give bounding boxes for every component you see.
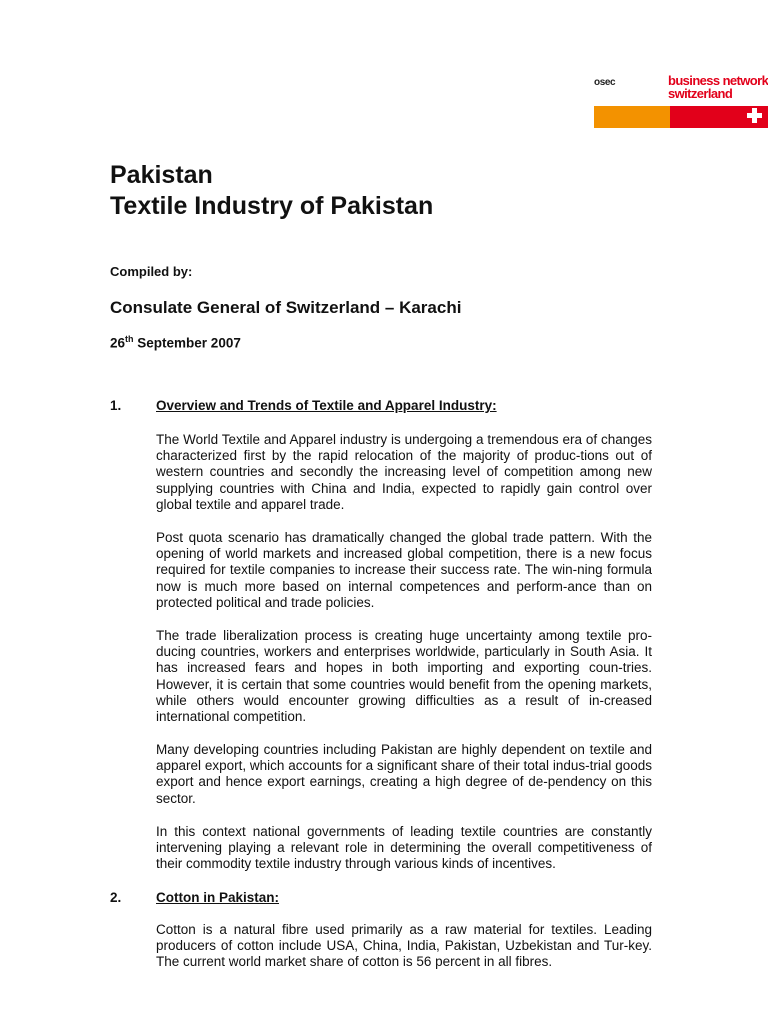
section-1-number: 1. [110,398,122,413]
section-1-heading: Overview and Trends of Textile and Apparel Industry: [156,398,497,413]
business-network-label [668,74,768,100]
swiss-cross-icon-horizontal [747,113,762,118]
compiled-by-label: Compiled by: [110,264,193,279]
osec-label: osec [594,77,616,88]
section-2-paragraph: Cotton is a natural fibre used primarily as a raw material for textiles. Leading producers of cotton include USA, China, India, Pakistan, Uzbekistan and Tur-key. The current world market share of cotton is 56 percent in all fibres. [156,922,652,970]
section-2-heading: Cotton in Pakistan: [156,890,280,905]
business-network-line2: switzerland [668,86,733,101]
date-day: 26 [110,335,126,351]
section-1-paragraph: In this context national governments of leading textile countries are constantly intervening playing a relevant role in determining the overall competitiveness of their commodity textile industry through various kinds of incentives. [156,824,652,872]
date-suffix: th [125,334,134,344]
logo-orange-bar [594,106,670,128]
osec-logo [594,74,768,128]
document-title [110,160,433,222]
title-subject: Textile Industry of Pakistan [110,192,434,220]
business-network-line1: business network [668,73,768,88]
section-1-paragraph: The trade liberalization process is creating huge uncertainty among textile pro-ducing countries, workers and enterprises worldwide, particularly in South Asia. It has increased fears and hopes in both importing and exporting coun-tries. However, it is certain that some countries would benefit from the opening markets, while others would encounter growing difficulties as a result of in-creased international competition. [156,628,652,725]
section-2-number: 2. [110,890,122,905]
title-country: Pakistan [110,161,213,189]
section-1-paragraph: Post quota scenario has dramatically changed the global trade pattern. With the opening of world markets and increased global competition, there is a new focus required for textile companies to increase their success rate. The win-ning formula now is much more based on internal competences and perform-ance than on protected political and trade policies. [156,530,652,610]
date-rest: September 2007 [133,335,241,351]
section-1-paragraph: The World Textile and Apparel industry is undergoing a tremendous era of changes characterized first by the rapid relocation of the majority of produc-tions out of western countries and secondly the increasing level of competition among new supplying countries with China and India, expected to rapidly gain control over global textile and apparel trade. [156,432,652,512]
document-date [110,334,241,351]
section-1-paragraph: Many developing countries including Pakistan are highly dependent on textile and apparel export, which accounts for a significant share of their total indus-trial goods export and hence export earnings, creating a high degree of de-pendency on this sector. [156,742,652,806]
consulate-name: Consulate General of Switzerland – Karachi [110,298,462,317]
